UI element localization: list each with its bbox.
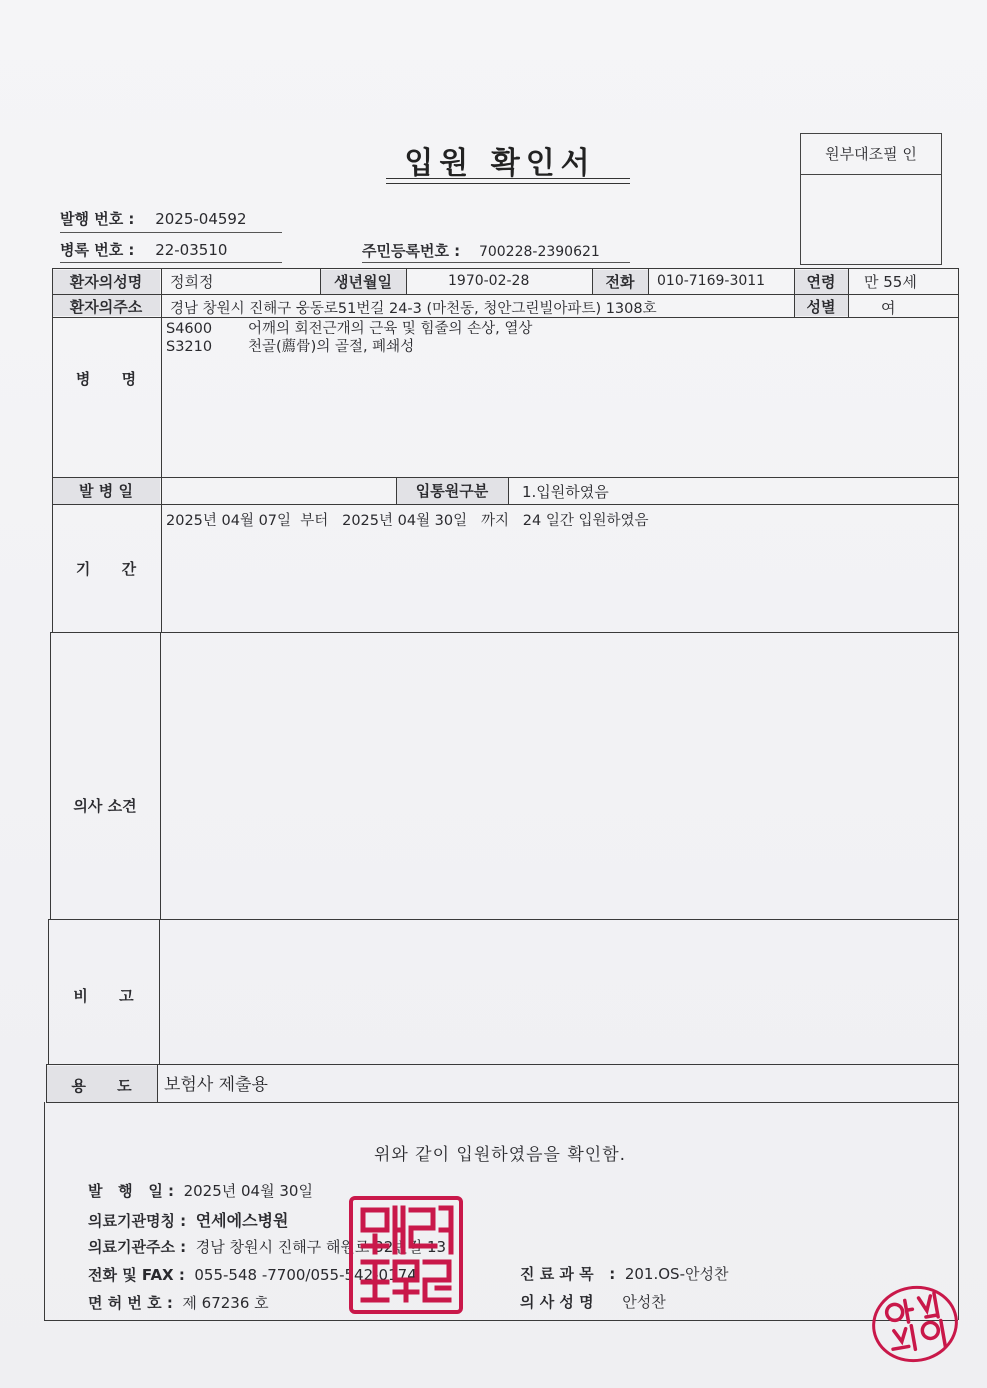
admission-type-label: 입통원구분	[415, 482, 489, 500]
table-line	[46, 1102, 958, 1103]
doctor-seal-glyphs	[870, 1283, 961, 1366]
resident-number-underline	[362, 262, 630, 263]
issue-number-value: 2025-04592	[155, 210, 247, 228]
diagnosis-label: 병 명	[75, 370, 137, 388]
diagnosis-code: S4600	[166, 321, 213, 337]
birth-date-value: 1970-02-28	[448, 273, 530, 289]
table-col-divider	[508, 477, 509, 504]
table-col-divider	[648, 268, 649, 294]
phone-fax-label: 전화 및 FAX :	[88, 1266, 185, 1284]
table-col-divider	[848, 268, 849, 317]
confirmation-statement: 위와 같이 입원하였음을 확인함.	[373, 1145, 627, 1165]
patient-name-label: 환자의성명	[69, 273, 143, 291]
remarks-label: 비 고	[73, 987, 134, 1005]
verification-stamp-box	[800, 133, 942, 265]
doctor-name-value: 안성찬	[622, 1293, 666, 1311]
table-border-top	[52, 268, 958, 269]
footer-issue-date	[88, 1180, 313, 1201]
diagnosis-item	[166, 320, 532, 338]
purpose-label: 용 도	[71, 1077, 132, 1095]
hospital-address-label: 의료기관주소 :	[88, 1238, 187, 1256]
age-value: 만 55세	[864, 273, 917, 291]
hospital-address-value: 경남 창원시 진해구 해원로 32번길 13	[195, 1238, 447, 1256]
verification-stamp-label: 원부대조필 인	[801, 134, 941, 175]
diagnosis-item	[166, 338, 532, 356]
age-label: 연령	[806, 273, 836, 291]
title-underline-2	[386, 183, 630, 184]
sex-value: 여	[881, 299, 896, 317]
resident-number	[362, 240, 600, 261]
table-line	[50, 632, 958, 633]
diagnosis-code: S3210	[166, 339, 213, 355]
purpose-value: 보험사 제출용	[164, 1075, 268, 1095]
issue-date-value: 2025년 04월 30일	[183, 1182, 313, 1200]
issue-date-label: 발 행 일 :	[88, 1182, 175, 1200]
admission-type-value: 1.입원하였음	[522, 483, 609, 501]
department-value: 201.OS-안성찬	[624, 1265, 729, 1283]
issue-number	[60, 208, 247, 229]
footer-department	[520, 1263, 728, 1284]
phone-value: 010-7169-3011	[657, 273, 766, 289]
table-col-divider	[161, 268, 162, 632]
record-number	[60, 239, 227, 260]
doctor-name-label: 의 사 성 명	[520, 1293, 594, 1311]
resident-number-value: 700228-2390621	[478, 244, 600, 260]
table-col-divider	[159, 919, 160, 1064]
address-label: 환자의주소	[69, 298, 143, 316]
birth-date-label: 생년월일	[334, 273, 392, 291]
onset-label: 발 병 일	[79, 482, 133, 500]
table-border-left	[50, 632, 51, 919]
diagnosis-text: 천골(薦骨)의 골절, 폐쇄성	[248, 339, 415, 355]
address-value: 경남 창원시 진해구 웅동로51번길 24-3 (마천동, 청안그린빌아파트) 1308호	[170, 301, 657, 317]
issue-number-underline	[60, 232, 282, 233]
table-line	[52, 477, 958, 478]
record-number-underline	[60, 262, 282, 263]
document-title: 입원 확인서	[404, 146, 596, 181]
phone-label: 전화	[605, 273, 635, 291]
table-border-bottom	[44, 1320, 958, 1321]
license-value: 제 67236 호	[182, 1294, 269, 1312]
diagnosis-text: 어깨의 회전근개의 근육 및 힘줄의 손상, 열상	[248, 321, 533, 337]
phone-fax-value: 055-548 -7700/055-542-0174	[194, 1266, 417, 1284]
patient-name-value: 정희정	[170, 273, 214, 291]
table-border-left	[44, 1102, 45, 1320]
hospital-seal-glyphs	[353, 1200, 459, 1310]
hospital-seal	[349, 1196, 463, 1314]
table-line	[52, 504, 958, 505]
footer-hospital-name	[88, 1208, 288, 1231]
table-line	[52, 294, 958, 295]
record-number-label: 병록 번호 :	[60, 241, 135, 259]
doctor-seal	[866, 1279, 964, 1369]
hospital-name-label: 의료기관명칭 :	[88, 1212, 187, 1230]
footer-doctor	[520, 1291, 666, 1312]
license-label: 면 허 번 호 :	[88, 1294, 173, 1312]
period-value: 2025년 04월 07일 부터 2025년 04월 30일 까지 24 일간 입원하였음	[166, 513, 649, 529]
doctor-opinion-label: 의사 소견	[73, 797, 137, 815]
table-line	[48, 919, 958, 920]
diagnosis-list	[166, 320, 532, 356]
department-label: 진 료 과 목 :	[520, 1265, 616, 1283]
table-col-divider	[157, 1064, 158, 1102]
footer-license	[88, 1292, 269, 1313]
table-col-divider	[406, 268, 407, 294]
table-col-divider	[160, 632, 161, 919]
issue-number-label: 발행 번호 :	[60, 210, 135, 228]
record-number-value: 22-03510	[155, 241, 228, 259]
period-label: 기 간	[75, 560, 137, 578]
hospital-name-value: 연세에스병원	[195, 1211, 289, 1230]
resident-number-label: 주민등록번호 :	[362, 242, 461, 260]
table-line	[46, 1064, 958, 1065]
title-underline	[386, 178, 630, 179]
sex-label: 성별	[806, 298, 836, 316]
